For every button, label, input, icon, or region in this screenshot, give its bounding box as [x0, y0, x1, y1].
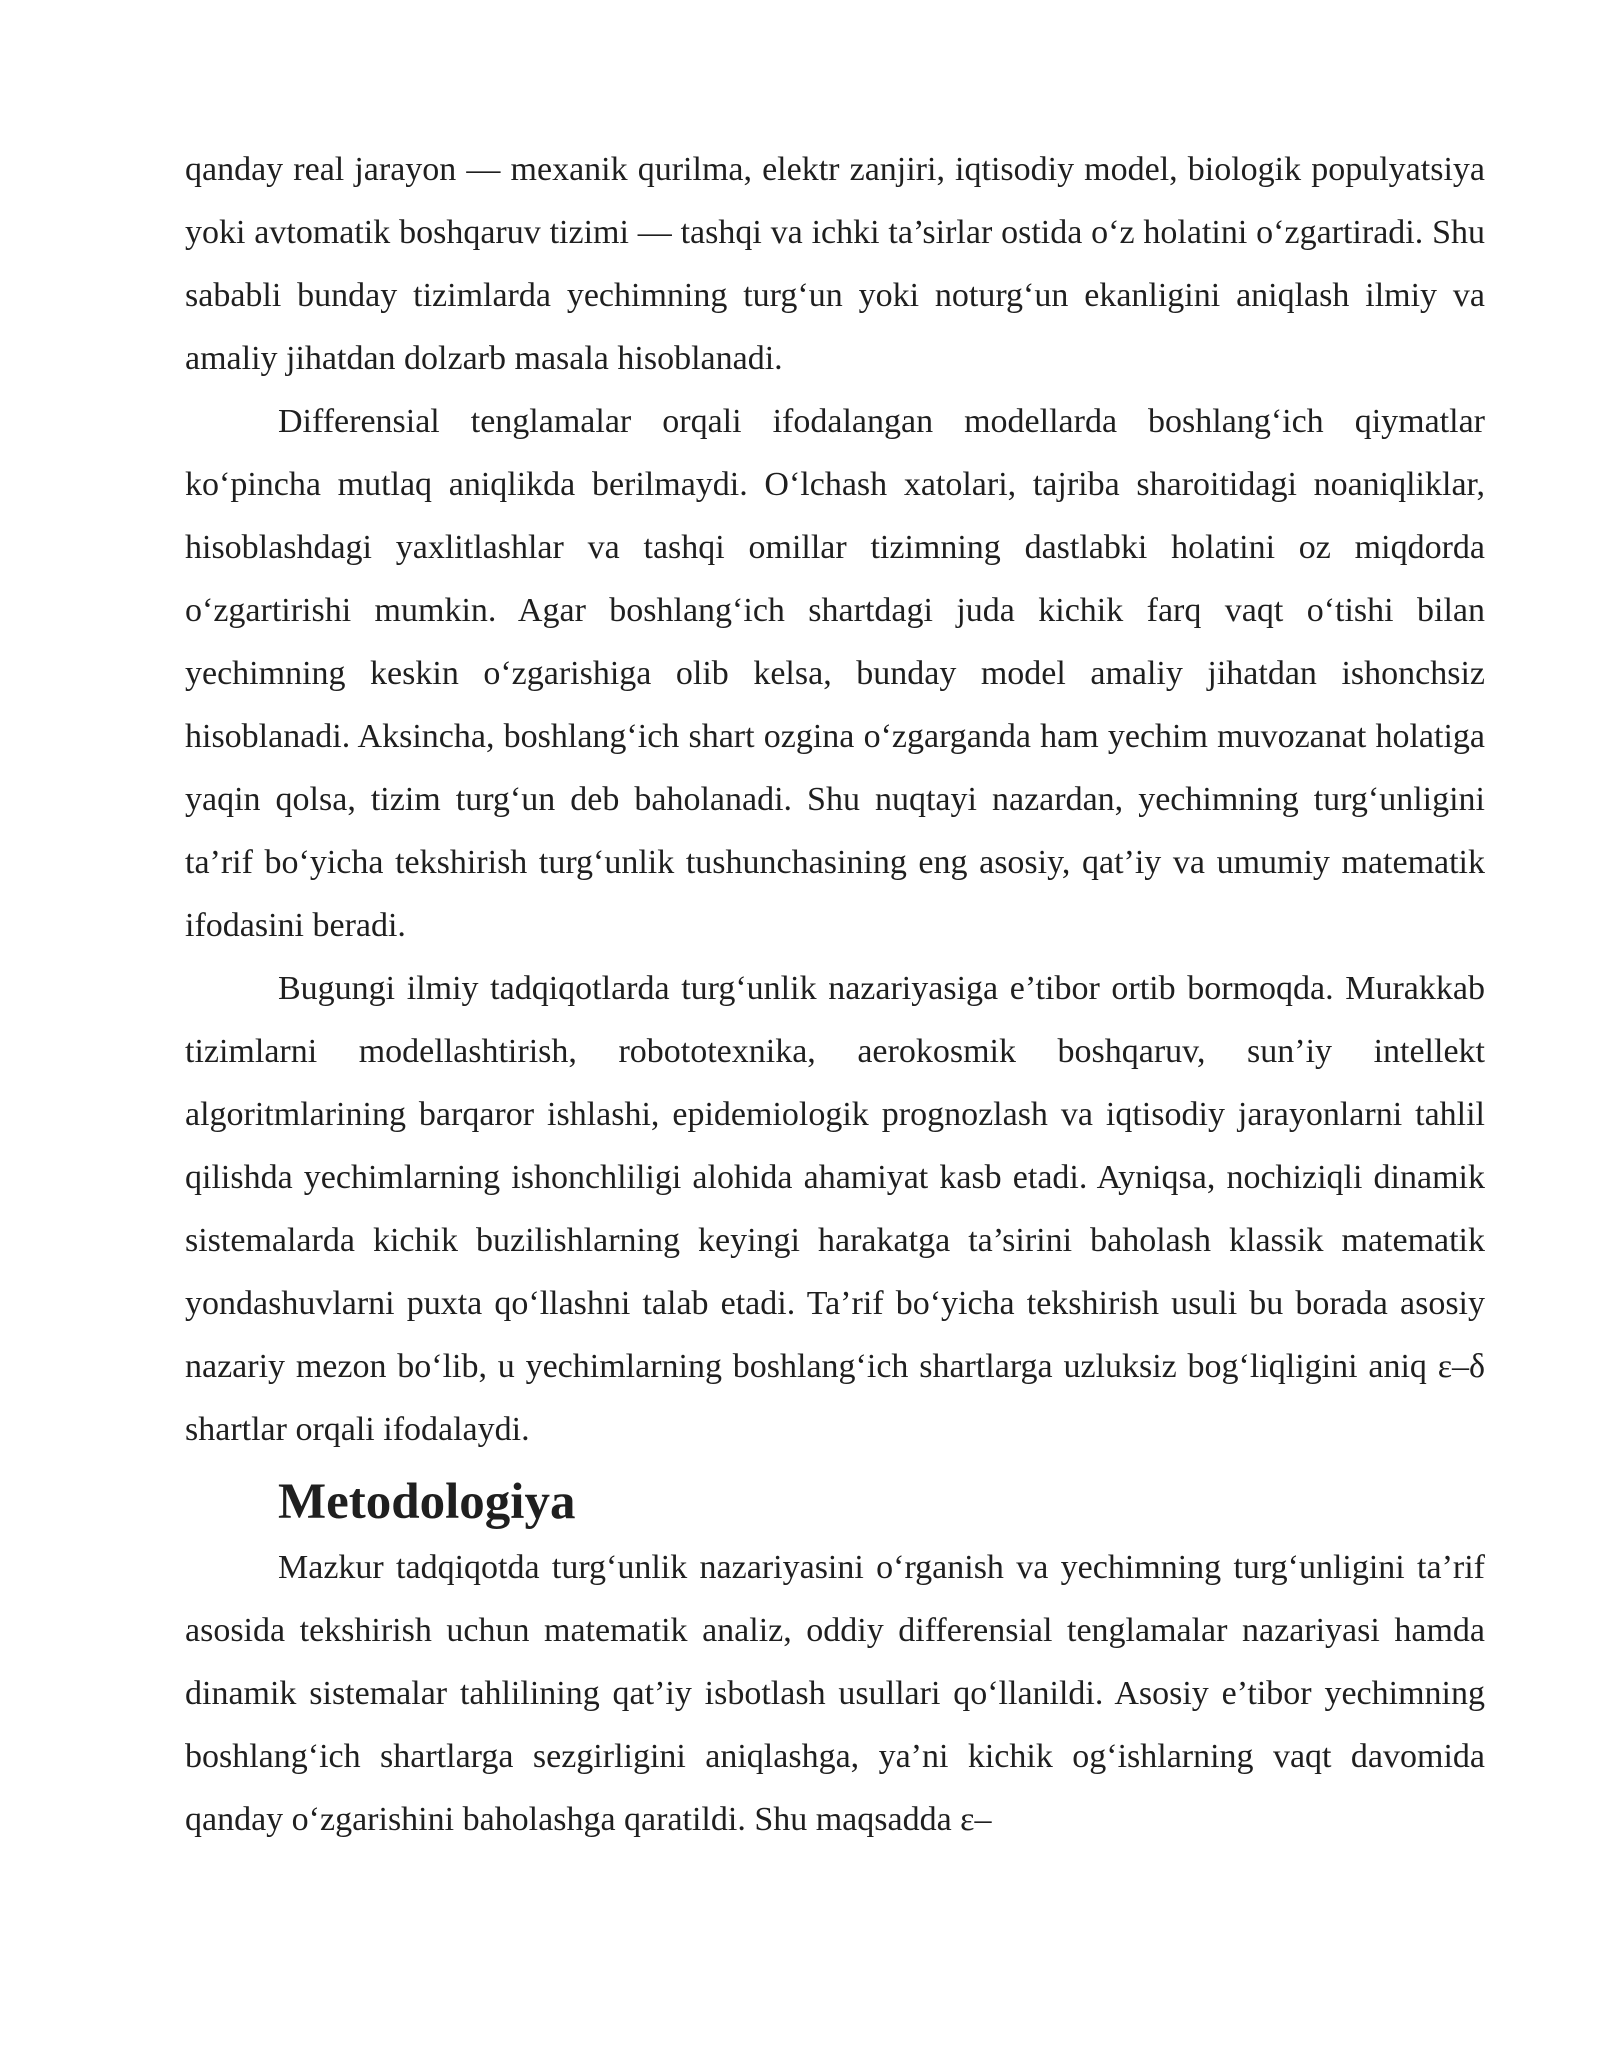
paragraph-continuation: qanday real jarayon — mexanik qurilma, elektr zanjiri, iqtisodiy model, biologik populyatsiya yoki avtomatik boshqaruv tizimi — tashqi va ichki ta’sirlar ostida o‘z holatini o‘zgartiradi. Shu sababli bunday tizimlarda yechimning turg‘un yoki noturg‘un ekanligini aniqlash ilmiy va amaliy jihatdan dolzarb masala hisoblanadi. — [185, 151, 1485, 377]
paragraph-research-context: Bugungi ilmiy tadqiqotlarda turg‘unlik nazariyasiga e’tibor ortib bormoqda. Murakkab tizimlarni modellashtirish, robototexnika, aerokosmik boshqaruv, sun’iy intellekt algoritmlarining barqaror ishlashi, epidemiologik prognozlash va iqtisodiy jarayonlarni tahlil qilishda yechimlarning ishonchliligi alohida ahamiyat kasb etadi. Ayniqsa, nochiziqli dinamik sistemalarda kichik buzilishlarning keyingi harakatga ta’sirini baholash klassik matematik yondashuvlarni puxta qo‘llashni talab etadi. Ta’rif bo‘yicha tekshirish usuli bu borada asosiy nazariy mezon bo‘lib, u yechimlarning boshlang‘ich shartlarga uzluksiz bog‘liqligini aniq ε–δ shartlar orqali ifodalaydi. — [185, 970, 1485, 1448]
paragraph-initial-values: Differensial tenglamalar orqali ifodalangan modellarda boshlang‘ich qiymatlar ko‘pincha mutlaq aniqlikda berilmaydi. O‘lchash xatolari, tajriba sharoitidagi noaniqliklar, hisoblashdagi yaxlitlashlar va tashqi omillar tizimning dastlabki holatini oz miqdorda o‘zgartirishi mumkin. Agar boshlang‘ich shartdagi juda kichik farq vaqt o‘tishi bilan yechimning keskin o‘zgarishiga olib kelsa, bunday model amaliy jihatdan ishonchsiz hisoblanadi. Aksincha, boshlang‘ich shart ozgina o‘zgarganda ham yechim muvozanat holatiga yaqin qolsa, tizim turg‘un deb baholanadi. Shu nuqtayi nazardan, yechimning turg‘unligini ta’rif bo‘yicha tekshirish turg‘unlik tushunchasining eng asosiy, qat’iy va umumiy matematik ifodasini beradi. — [185, 403, 1485, 944]
paragraph-methodology: Mazkur tadqiqotda turg‘unlik nazariyasini o‘rganish va yechimning turg‘unligini ta’rif asosida tekshirish uchun matematik analiz, oddiy differensial tenglamalar nazariyasi hamda dinamik sistemalar tahlilining qat’iy isbotlash usullari qo‘llanildi. Asosiy e’tibor yechimning boshlang‘ich shartlarga sezgirligini aniqlashga, ya’ni kichik og‘ishlarning vaqt davomida qanday o‘zgarishini baholashga qaratildi. Shu maqsadda ε– — [185, 1549, 1485, 1838]
section-heading-methodology: Metodologiya — [278, 1474, 576, 1530]
document-body — [185, 138, 1485, 1851]
